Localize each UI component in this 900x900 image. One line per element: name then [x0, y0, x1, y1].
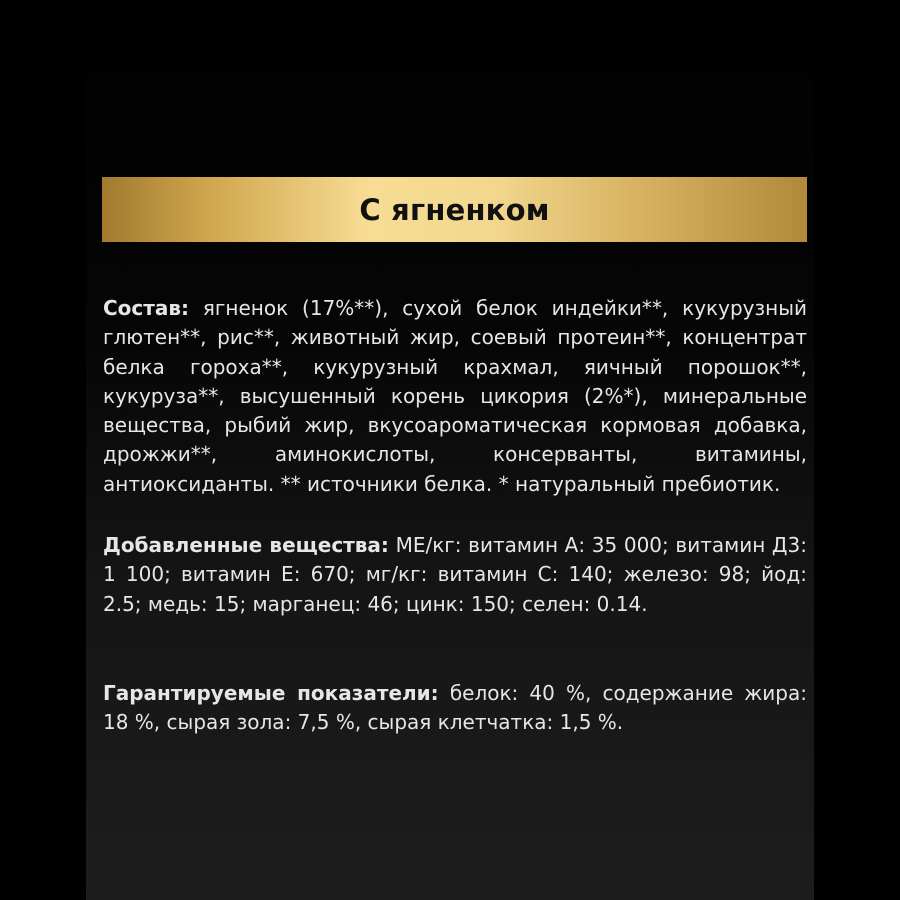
page-title: С ягненком: [359, 192, 550, 227]
composition-label: Состав:: [103, 296, 190, 320]
guaranteed-label: Гарантируемые показатели:: [103, 681, 439, 705]
composition-section: [103, 294, 807, 499]
additives-label: Добавленные вещества:: [103, 533, 389, 557]
composition-text: ягненок (17%**), сухой белок индейки**, кукурузный глютен**, рис**, животный жир, соевый протеин**, концентрат белка гороха**, кукурузный крахмал, яичный порошок**, кукуруза**, высушенный корень цикория (2%*), минеральные вещества, рыбий жир, вкусоароматическая кормовая добавка, дрожжи**, аминокислоты, консерванты, витамины, антиоксиданты. ** источники белка. * натуральный пребиотик.: [103, 296, 807, 496]
additives-text: МЕ/кг: витамин А: 35 000; витамин Д3: 1 100; витамин Е: 670; мг/кг: витамин С: 140; железо: 98; йод: 2.5; медь: 15; марганец: 46; цинк: 150; селен: 0.14.: [103, 533, 808, 616]
title-banner: [102, 177, 807, 242]
guaranteed-section: [103, 679, 807, 738]
additives-section: [103, 531, 807, 619]
guaranteed-text: белок: 40 %, содержание жира: 18 %, сырая зола: 7,5 %, сырая клетчатка: 1,5 %.: [103, 681, 807, 735]
